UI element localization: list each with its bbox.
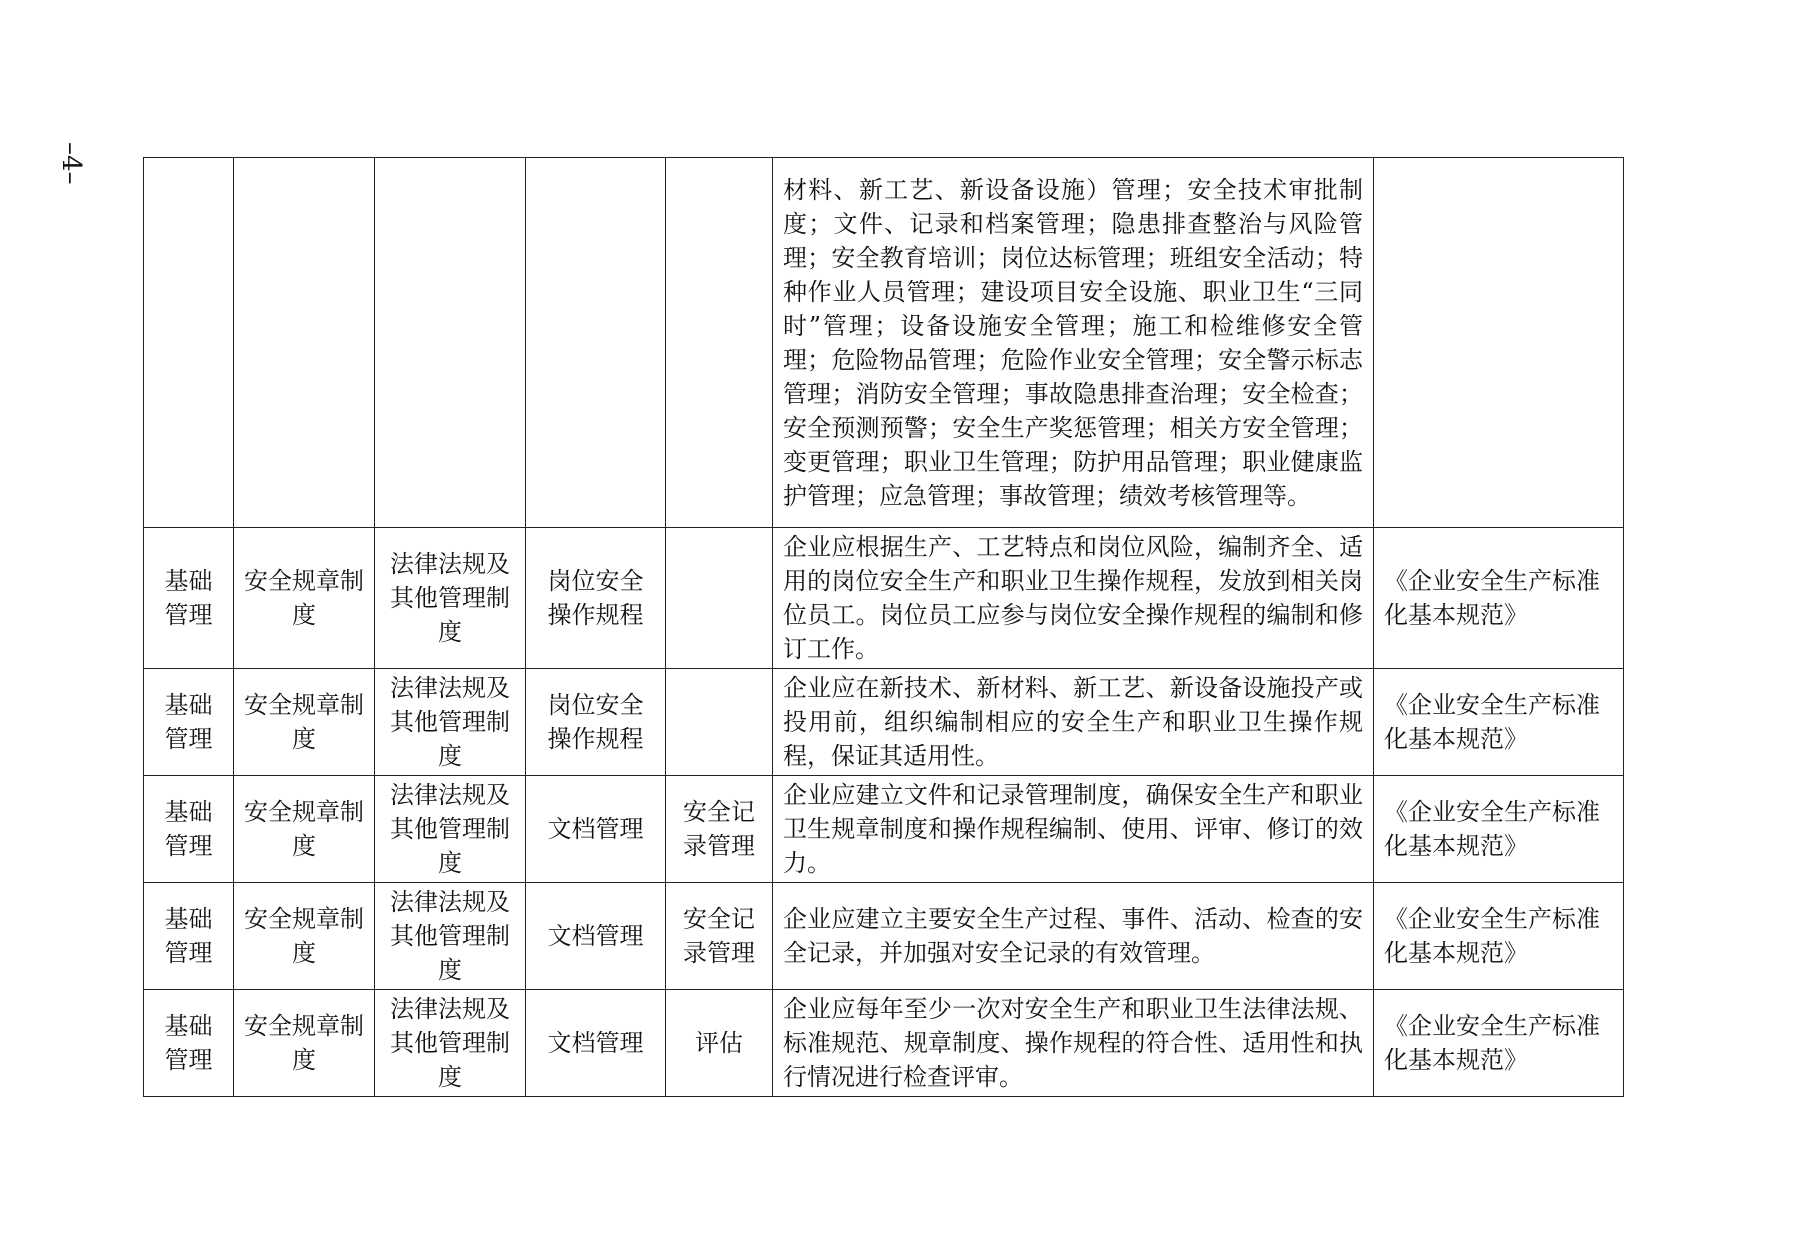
subitem-cell: 安全记录管理 [666,883,773,990]
subcategory-cell: 安全规章制度 [234,669,375,776]
requirement-cell: 企业应根据生产、工艺特点和岗位风险，编制齐全、适用的岗位安全生产和职业卫生操作规程，发放到相关岗位员工。岗位员工应参与岗位安全操作规程的编制和修订工作。 [773,528,1374,669]
source-cell: 《企业安全生产标准化基本规范》 [1374,776,1624,883]
regulation-cell: 法律法规及其他管理制度 [375,776,526,883]
requirement-cell: 企业应建立文件和记录管理制度，确保安全生产和职业卫生规章制度和操作规程编制、使用、评审、修订的效力。 [773,776,1374,883]
category-cell: 基础管理 [144,990,234,1097]
category-cell: 基础管理 [144,776,234,883]
table-row [144,158,1624,528]
subcategory-cell: 安全规章制度 [234,883,375,990]
subcategory-cell [234,158,375,528]
subcategory-cell: 安全规章制度 [234,528,375,669]
standards-table [143,157,1624,1097]
subitem-cell [666,669,773,776]
item-cell: 文档管理 [526,776,666,883]
requirement-cell: 企业应每年至少一次对安全生产和职业卫生法律法规、标准规范、规章制度、操作规程的符合性、适用性和执行情况进行检查评审。 [773,990,1374,1097]
category-cell: 基础管理 [144,883,234,990]
regulation-cell: 法律法规及其他管理制度 [375,990,526,1097]
category-cell [144,158,234,528]
subcategory-cell: 安全规章制度 [234,990,375,1097]
category-cell: 基础管理 [144,528,234,669]
source-cell: 《企业安全生产标准化基本规范》 [1374,528,1624,669]
item-cell: 文档管理 [526,883,666,990]
regulation-cell: 法律法规及其他管理制度 [375,669,526,776]
requirement-cell: 企业应建立主要安全生产过程、事件、活动、检查的安全记录，并加强对安全记录的有效管理。 [773,883,1374,990]
requirement-cell: 企业应在新技术、新材料、新工艺、新设备设施投产或投用前，组织编制相应的安全生产和职业卫生操作规程，保证其适用性。 [773,669,1374,776]
page-number: –4– [56,142,86,185]
source-cell: 《企业安全生产标准化基本规范》 [1374,669,1624,776]
table-row [144,776,1624,883]
table-row [144,669,1624,776]
item-cell: 岗位安全操作规程 [526,528,666,669]
subitem-cell [666,528,773,669]
source-cell [1374,158,1624,528]
table-row [144,883,1624,990]
table-row [144,990,1624,1097]
item-cell: 文档管理 [526,990,666,1097]
source-cell: 《企业安全生产标准化基本规范》 [1374,883,1624,990]
item-cell [526,158,666,528]
regulation-cell [375,158,526,528]
item-cell: 岗位安全操作规程 [526,669,666,776]
subitem-cell [666,158,773,528]
regulation-cell: 法律法规及其他管理制度 [375,883,526,990]
regulation-cell: 法律法规及其他管理制度 [375,528,526,669]
subitem-cell: 评估 [666,990,773,1097]
subitem-cell: 安全记录管理 [666,776,773,883]
requirement-cell: 材料、新工艺、新设备设施）管理；安全技术审批制度；文件、记录和档案管理；隐患排查整治与风险管理；安全教育培训；岗位达标管理；班组安全活动；特种作业人员管理；建设项目安全设施、职业卫生“三同时”管理；设备设施安全管理；施工和检维修安全管理；危险物品管理；危险作业安全管理；安全警示标志管理；消防安全管理；事故隐患排查治理；安全检查；安全预测预警；安全生产奖惩管理；相关方安全管理；变更管理；职业卫生管理；防护用品管理；职业健康监护管理；应急管理；事故管理；绩效考核管理等。 [773,158,1374,528]
category-cell: 基础管理 [144,669,234,776]
table-row [144,528,1624,669]
source-cell: 《企业安全生产标准化基本规范》 [1374,990,1624,1097]
subcategory-cell: 安全规章制度 [234,776,375,883]
